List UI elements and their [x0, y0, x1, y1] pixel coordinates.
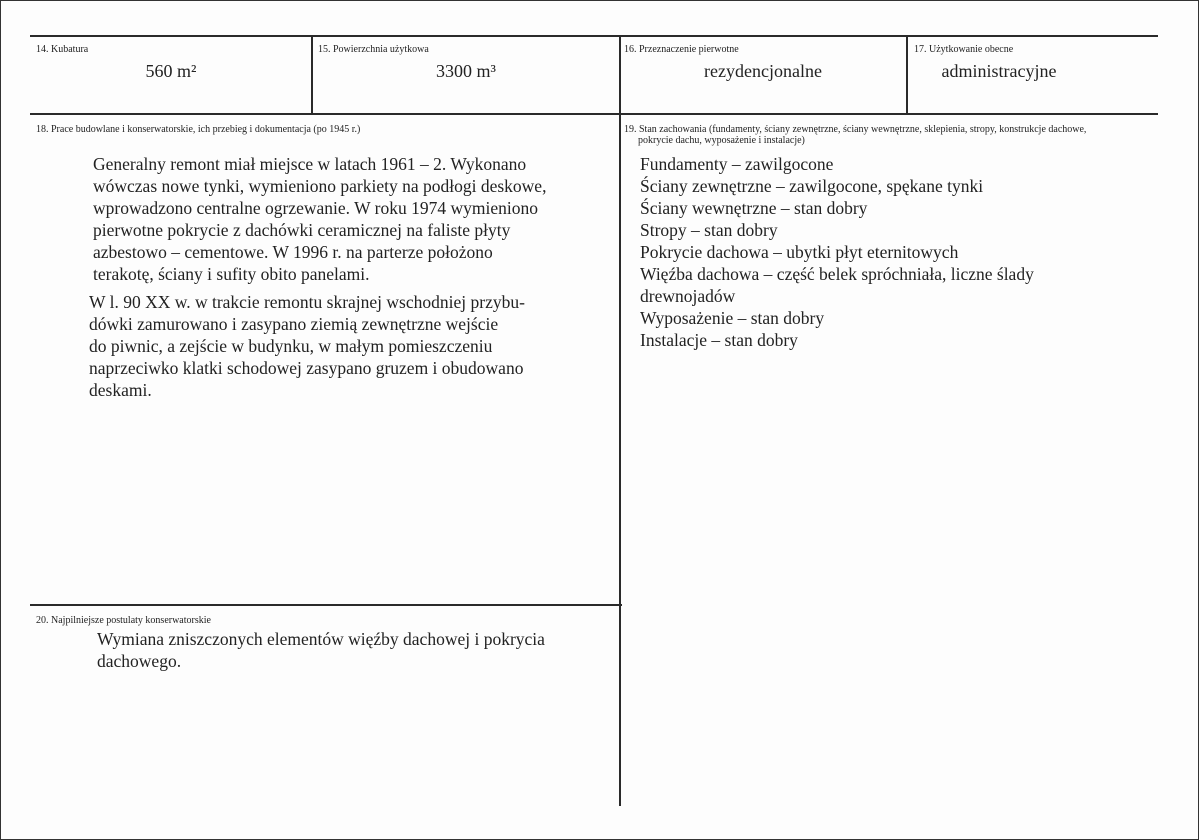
field-20-label: 20. Najpilniejsze postulaty konserwatorskie	[36, 615, 211, 626]
text-line: Wymiana zniszczonych elementów więźby dachowej i pokrycia	[97, 629, 545, 649]
text-line: dówki zamurowano i zasypano ziemią zewnętrzne wejście	[89, 314, 499, 334]
list-item: Ściany wewnętrzne – stan dobry	[640, 198, 868, 218]
field-18-label: 18. Prace budowlane i konserwatorskie, ich przebieg i dokumentacja (po 1945 r.)	[36, 124, 361, 135]
text-line: W l. 90 XX w. w trakcie remontu skrajnej wschodniej przybu-	[89, 292, 525, 312]
field-17-value: administracyjne	[941, 61, 1057, 81]
field-15-label: 15. Powierzchnia użytkowa	[318, 44, 429, 55]
text-line: azbestowo – cementowe. W 1996 r. na parterze położono	[93, 242, 493, 262]
field-17-label: 17. Użytkowanie obecne	[914, 44, 1014, 55]
list-item: Fundamenty – zawilgocone	[640, 154, 834, 174]
field-14-label: 14. Kubatura	[36, 44, 89, 55]
field-14-value: 560 m²	[145, 61, 197, 81]
field-18-paragraph-2	[89, 291, 618, 401]
text-line: wprowadzono centralne ogrzewanie. W roku 1974 wymieniono	[93, 198, 538, 218]
field-19-label-line: 19. Stan zachowania (fundamenty, ściany zewnętrzne, ściany wewnętrzne, sklepienia, stropy, konstrukcje dachowe,	[624, 124, 1087, 135]
text-line: wówczas nowe tynki, wymieniono parkiety na podłogi deskowe,	[93, 176, 547, 196]
field-19-label	[624, 124, 1086, 146]
text-line: naprzeciwko klatki schodowej zasypano gruzem i obudowano	[89, 358, 524, 378]
list-item: Instalacje – stan dobry	[640, 330, 798, 350]
list-item: Stropy – stan dobry	[640, 220, 778, 240]
top-rule	[30, 35, 1158, 37]
list-item: Wyposażenie – stan dobry	[640, 308, 825, 328]
list-item: Więźba dachowa – część belek spróchniała, liczne ślady	[640, 264, 1034, 284]
text-line: pierwotne pokrycie z dachówki ceramicznej na faliste płyty	[93, 220, 511, 240]
text-line: terakotę, ściany i sufity obito panelami.	[93, 264, 370, 284]
field-20-text	[97, 628, 617, 672]
row1-bottom-rule	[30, 113, 1158, 115]
text-line: dachowego.	[97, 651, 182, 671]
field-15-value: 3300 m³	[436, 61, 496, 81]
field-19-list	[640, 153, 1150, 351]
list-item: Ściany zewnętrzne – zawilgocone, spękane tynki	[640, 176, 984, 196]
main-divider	[619, 36, 621, 806]
field-18-text	[89, 153, 618, 401]
text-line: do piwnic, a zejście w budynku, w małym pomieszczeniu	[89, 336, 493, 356]
field-16-value: rezydencjonalne	[704, 61, 822, 81]
field-18-paragraph-1	[93, 153, 618, 285]
list-item: Pokrycie dachowa – ubytki płyt eternitowych	[640, 242, 959, 262]
divider-14-15	[311, 36, 313, 114]
field-16-label: 16. Przeznaczenie pierwotne	[624, 44, 739, 55]
row2-bottom-rule	[30, 604, 622, 606]
text-line: deskami.	[89, 380, 152, 400]
divider-16-17	[906, 36, 908, 114]
list-item: drewnojadów	[640, 286, 736, 306]
field-19-label-line: pokrycie dachu, wyposażenie i instalacje)	[638, 135, 805, 146]
text-line: Generalny remont miał miejsce w latach 1961 – 2. Wykonano	[93, 154, 527, 174]
